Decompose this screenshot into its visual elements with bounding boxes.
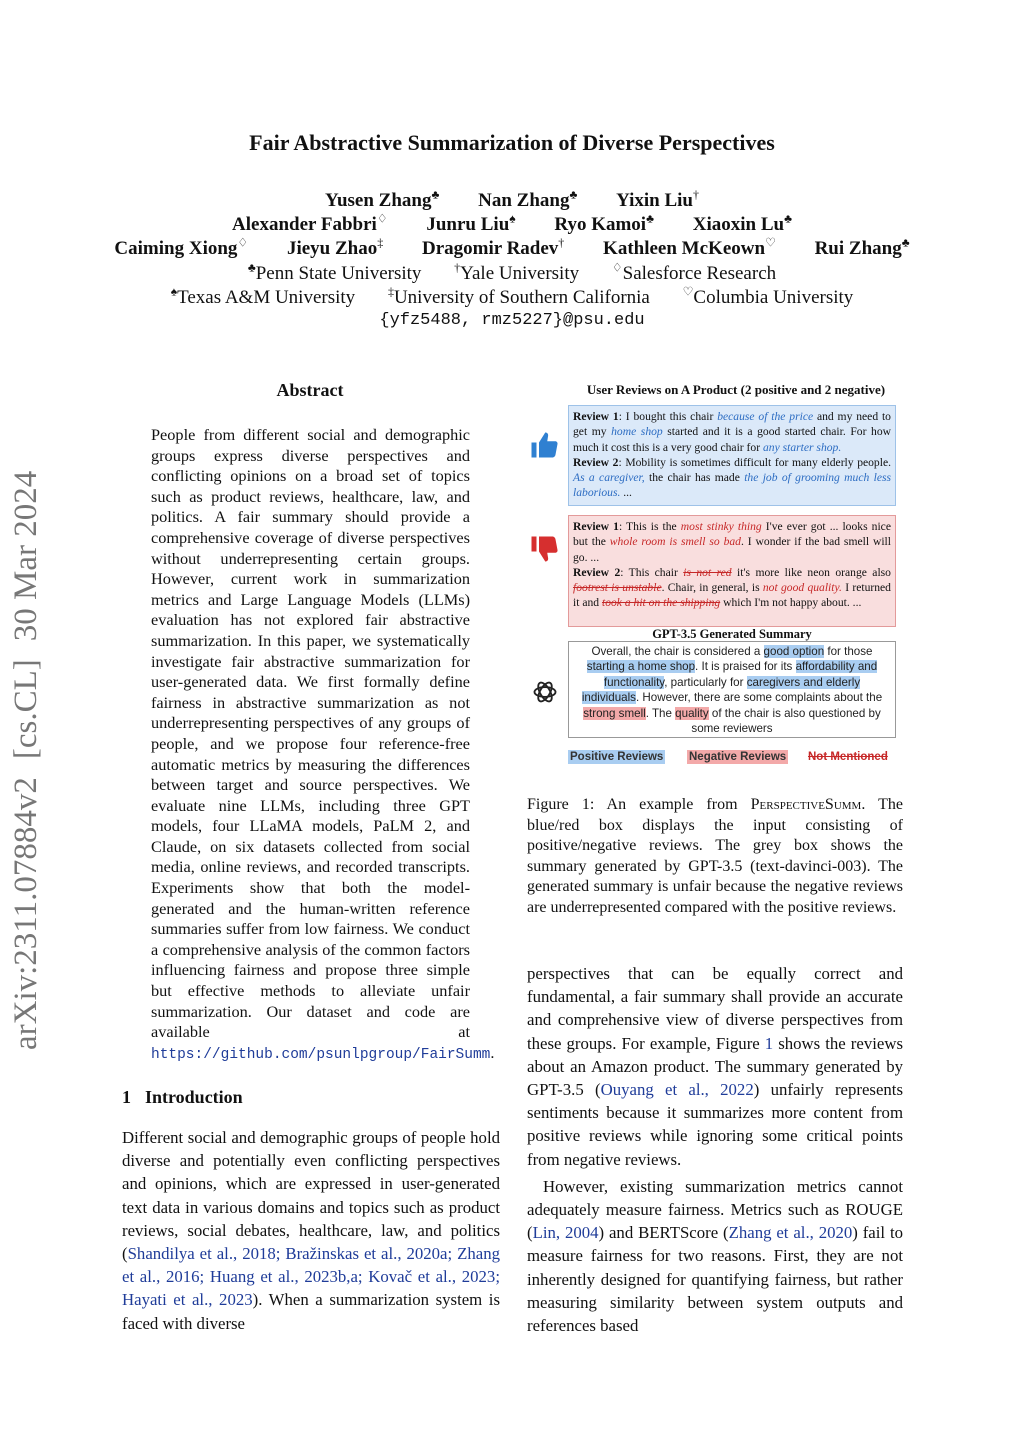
abstract-heading: Abstract [276, 380, 344, 400]
citation-link[interactable]: Shandilya et al., 2018; Bražinskas et al., 2020a; Zhang et al., 2016; Huang et al., 2023b,a; Kovač et al., 2023; Hayati et al., 2023 [122, 1244, 500, 1310]
author-row-1 [0, 188, 1024, 212]
paragraph: perspectives that can be equally correct and fundamental, a fair summary shall provide an accurate and comprehensive view of diverse perspectives from these groups. For example, Figure 1 shows the reviews about an Amazon product. The summary generated by GPT-3.5 (Ouyang et al., 2022) unfairly represents sentiments because it summarizes more content from positive reviews while ignoring some critical points from negative reviews. [527, 964, 903, 1169]
abstract-body [151, 425, 495, 1065]
author: Caiming Xiong♢ [114, 236, 249, 260]
generated-summary-box: Overall, the chair is considered a good option for those starting a home shop. It is praised for its affordability and functionality, particularly for caregivers and elderly individuals. However, there are some complaints about the strong smell. The quality of the chair is also questioned by some reviewers [568, 641, 896, 738]
author-row-2 [0, 212, 1024, 236]
thumbs-up-icon [529, 430, 559, 460]
legend-negative: Negative Reviews [689, 751, 787, 763]
arxiv-stamp [8, 453, 45, 1050]
author: Yusen Zhang♣ [324, 188, 440, 212]
figure-title: User Reviews on A Product (2 positive and 2 negative) [586, 382, 886, 397]
author: Xiaoxin Lu♣ [692, 212, 792, 236]
citation-link[interactable]: Zhang et al., 2020 [728, 1223, 853, 1243]
affiliation: †Yale University [454, 261, 580, 285]
right-column-text [527, 962, 903, 1337]
affiliation: ♠Texas A&M University [170, 285, 356, 309]
section-heading-introduction [122, 1087, 243, 1108]
affiliation-row-1 [0, 261, 1024, 285]
author: Yixin Liu† [616, 188, 700, 212]
intro-text-end: ). When a summarization system is faced with diverse [122, 1290, 501, 1333]
section-title: Introduction [145, 1087, 243, 1107]
author: Ryo Kamoi♣ [554, 212, 654, 236]
legend-positive: Positive Reviews [570, 751, 664, 763]
paragraph: However, existing summarization metrics cannot adequately measure fairness. Metrics such as ROUGE (Lin, 2004) and BERTScore (Zhang et al., 2020) fail to measure fairness for two reasons. First, they are not inherently designed for quantifying fairness, but rather measuring similarity between system outputs and references based [527, 1176, 903, 1336]
affiliation: ♣Penn State University [247, 261, 422, 285]
author: Alexander Fabbri♢ [232, 212, 388, 236]
affiliation-row-2 [0, 285, 1024, 309]
author: Junru Liu♠ [426, 212, 516, 236]
arxiv-date: 30 Mar 2024 [8, 470, 44, 642]
author: Kathleen McKeown♡ [603, 236, 776, 260]
abstract-end: . [490, 1042, 495, 1062]
author: Jieyu Zhao‡ [286, 236, 384, 260]
author: Nan Zhang♣ [478, 188, 578, 212]
thumbs-down-icon [529, 534, 559, 564]
affiliation: ‡University of Southern California [387, 285, 650, 309]
author: Rui Zhang♣ [814, 236, 910, 260]
positive-reviews-box: Review 1: I bought this chair because of the price and my need to get my home shop started and it is a good started chair. For how much it cost this is a very good chair for any starter shop. Review 2: Mobility is sometimes difficult for many elderly people. As a caregiver, the chair has made the job of grooming much less laborious. ... [568, 405, 896, 506]
section-number: 1 [122, 1087, 131, 1107]
arxiv-category: [cs.CL] [8, 659, 44, 760]
citation-link[interactable]: Lin, 2004 [532, 1223, 599, 1243]
figure-ref-link[interactable]: 1 [764, 1033, 774, 1053]
affiliation: ♢Salesforce Research [611, 261, 777, 285]
code-link[interactable]: https://github.com/psunlpgroup/FairSumm [151, 1046, 491, 1063]
paper-title: Fair Abstractive Summarization of Diverse Perspectives [249, 130, 775, 155]
intro-paragraph [122, 1126, 500, 1335]
intro-text: Different social and demographic groups of people hold diverse and potentially even conflicting perspectives and opinions, which are expressed in user-generated text data in various domains and topics such as product reviews, social debates, healthcare, law, and politics ( [122, 1128, 500, 1264]
figure-caption: Figure 1: An example from PerspectiveSumm. The blue/red box displays the input consisting of positive/negative reviews. The grey box shows the summary generated by GPT-3.5 (text-davinci-003). The generated summary is unfair because the negative reviews are underrepresented compared with the positive reviews. [527, 796, 903, 916]
openai-logo-icon [531, 678, 559, 706]
citation-link[interactable]: Ouyang et al., 2022 [600, 1080, 754, 1100]
arxiv-id: arXiv:2311.07884v2 [8, 777, 44, 1050]
author: Dragomir Radev† [421, 236, 565, 260]
negative-reviews-box: Review 1: This is the most stinky thing I've ever got ... looks nice but the whole room is smell so bad. I wonder if the bad smell will go. ... Review 2: This chair is not red it's more like neon orange also footrest is unstable. Chair, in general, is not good quality. I returned it and took a hit on the shipping which I'm not happy about. ... [568, 515, 896, 627]
author-row-3 [0, 236, 1024, 260]
affiliation: ♡Columbia University [682, 285, 854, 309]
summary-title: GPT-3.5 Generated Summary [652, 627, 812, 641]
email[interactable]: {yfz5488, rmz5227}@psu.edu [379, 311, 645, 330]
legend-not-mentioned: Not Mentioned [808, 751, 888, 763]
abstract-text: People from different social and demographic groups express diverse perspectives and conflicting opinions on a broad set of topics such as product reviews, healthcare, law, and politics. A fair summary should provide a comprehensive coverage of diverse perspectives without underrepresenting certain groups. However, current work in summarization metrics and Large Language Models (LLMs) evaluation has not explored fair abstractive summarization. In this paper, we systematically investigate fair abstractive summarization for user-generated data. We first formally define fairness in abstractive summarization as not underrepresenting perspectives of any groups of people, and we propose four reference-free automatic metrics by measuring the differences between target and source perspectives. We evaluate nine LLMs, including three GPT models, four LLaMA models, PaLM 2, and Claude, on six datasets collected from social media, online reviews, and recorded transcripts. Experiments show that both the model-generated and the human-written reference summaries suffer from low fairness. We conduct a comprehensive analysis of the common factors influencing fairness and propose three simple but effective methods to alleviate unfair summarization. Our dataset and code are available at [151, 425, 470, 1042]
